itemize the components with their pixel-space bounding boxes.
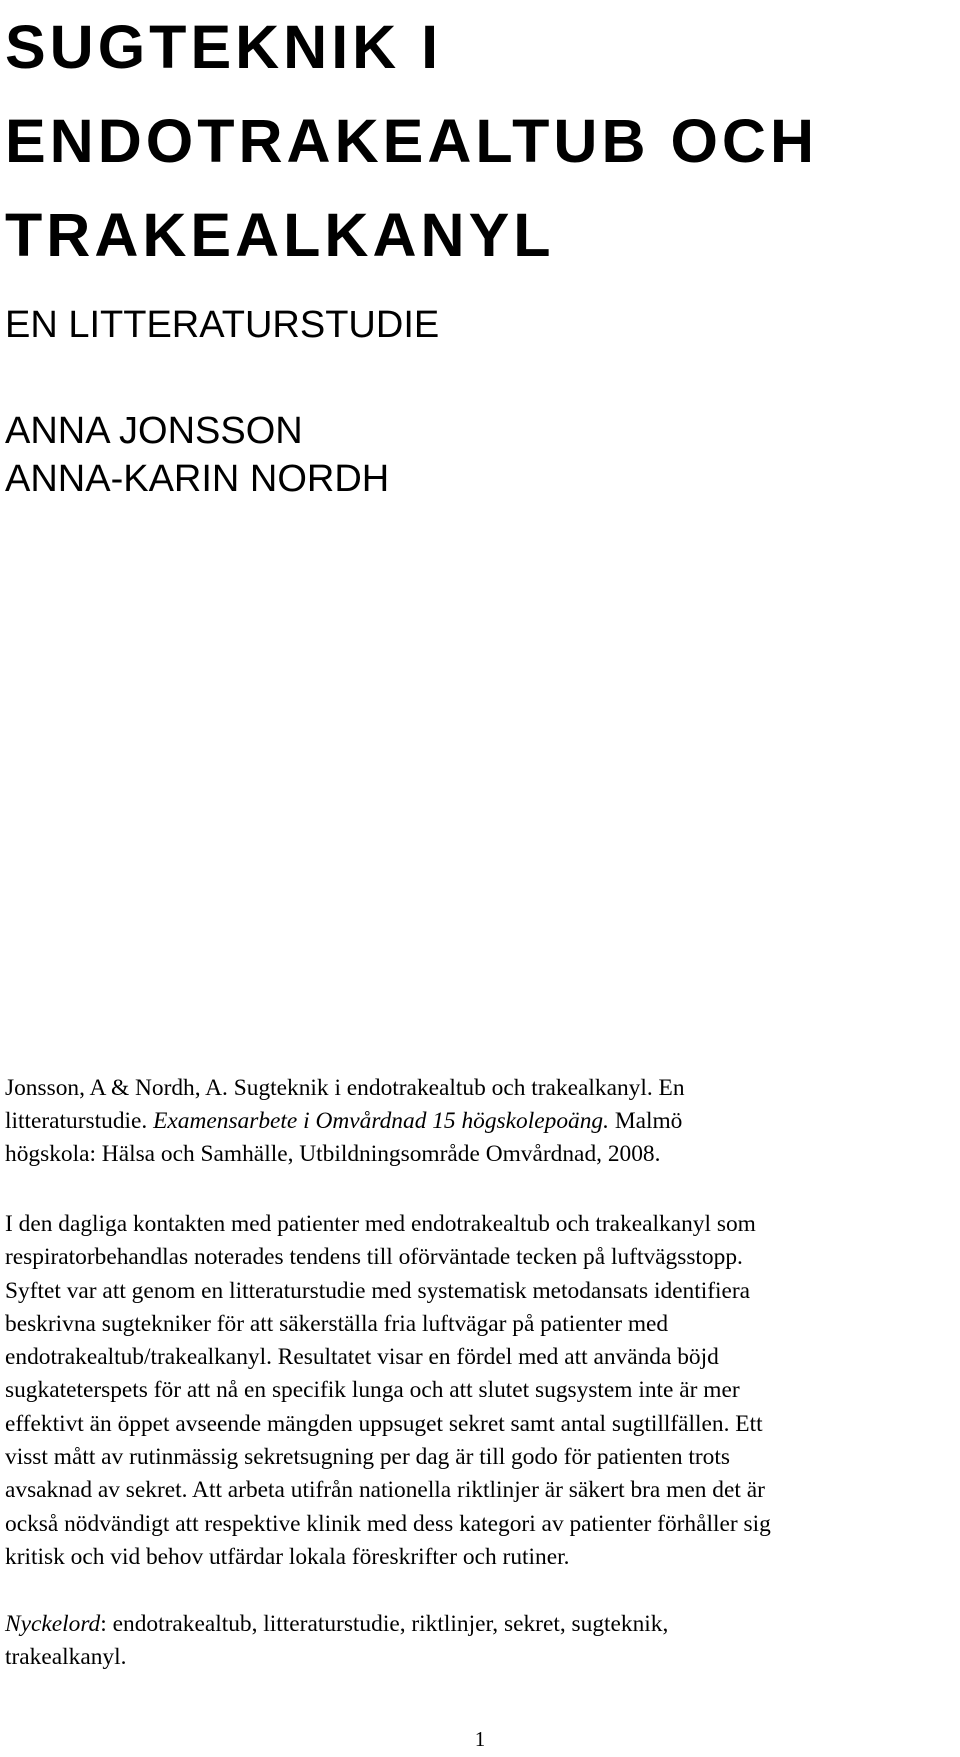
abstract-line: kritisk och vid behov utfärdar lokala föreskrifter och rutiner. (5, 1543, 570, 1570)
citation-line: Jonsson, A & Nordh, A. Sugteknik i endotrakealtub och trakealkanyl. En (5, 1075, 685, 1101)
author-name: ANNA JONSSON (5, 410, 303, 452)
citation-italic-text: Examensarbete i Omvårdnad 15 högskolepoäng. (153, 1108, 609, 1134)
page-number: 1 (474, 1727, 486, 1751)
citation-line (5, 1105, 960, 1138)
abstract-line: visst mått av rutinmässig sekretsugning per dag är till godo för patienten trots (5, 1444, 730, 1471)
citation-paragraph (5, 1072, 960, 1171)
abstract-line: avsaknad av sekret. Att arbeta utifrån nationella riktlinjer är säkert bra men det är (5, 1477, 765, 1504)
abstract-line: effektivt än öppet avseende mängden uppsuget sekret samt antal sugtillfällen. Ett (5, 1410, 763, 1437)
author-name: ANNA-KARIN NORDH (5, 458, 390, 500)
document-subtitle: EN LITTERATURSTUDIE (5, 304, 440, 346)
title-line-3: TRAKEALKANYL (5, 201, 555, 269)
citation-line: högskola: Hälsa och Samhälle, Utbildningsområde Omvårdnad, 2008. (5, 1141, 661, 1167)
keywords-text: : endotrakealtub, litteraturstudie, riktlinjer, sekret, sugteknik, (100, 1611, 669, 1637)
abstract-line: också nödvändigt att respektive klinik med dess kategori av patienter förhåller sig (5, 1510, 771, 1537)
keywords-line: trakealkanyl. (5, 1644, 127, 1670)
keywords-label: Nyckelord (5, 1611, 101, 1637)
keywords-line (5, 1608, 960, 1641)
citation-text: litteraturstudie. (5, 1108, 148, 1134)
abstract-line: Syftet var att genom en litteraturstudie med systematisk metodansats identifiera (5, 1277, 751, 1304)
abstract-line: beskrivna sugtekniker för att säkerställa fria luftvägar på patienter med (5, 1310, 669, 1337)
author-list (5, 407, 389, 503)
title-line-2: ENDOTRAKEALTUB OCH (5, 107, 818, 175)
title-line-1: SUGTEKNIK I (5, 13, 443, 81)
abstract-line: sugkateterspets för att nå en specifik lunga och att slutet sugsystem inte är mer (5, 1377, 740, 1404)
document-title (5, 0, 955, 282)
abstract-line: I den dagliga kontakten med patienter med endotrakealtub och trakealkanyl som (5, 1211, 756, 1237)
abstract-paragraph (5, 1208, 960, 1574)
abstract-line: endotrakealtub/trakealkanyl. Resultatet visar en fördel med att använda böjd (5, 1344, 719, 1371)
citation-text: Malmö (614, 1108, 683, 1134)
abstract-line: respiratorbehandlas noterades tendens till oförväntade tecken på luftvägsstopp. (5, 1244, 743, 1271)
keywords-paragraph (5, 1608, 960, 1674)
